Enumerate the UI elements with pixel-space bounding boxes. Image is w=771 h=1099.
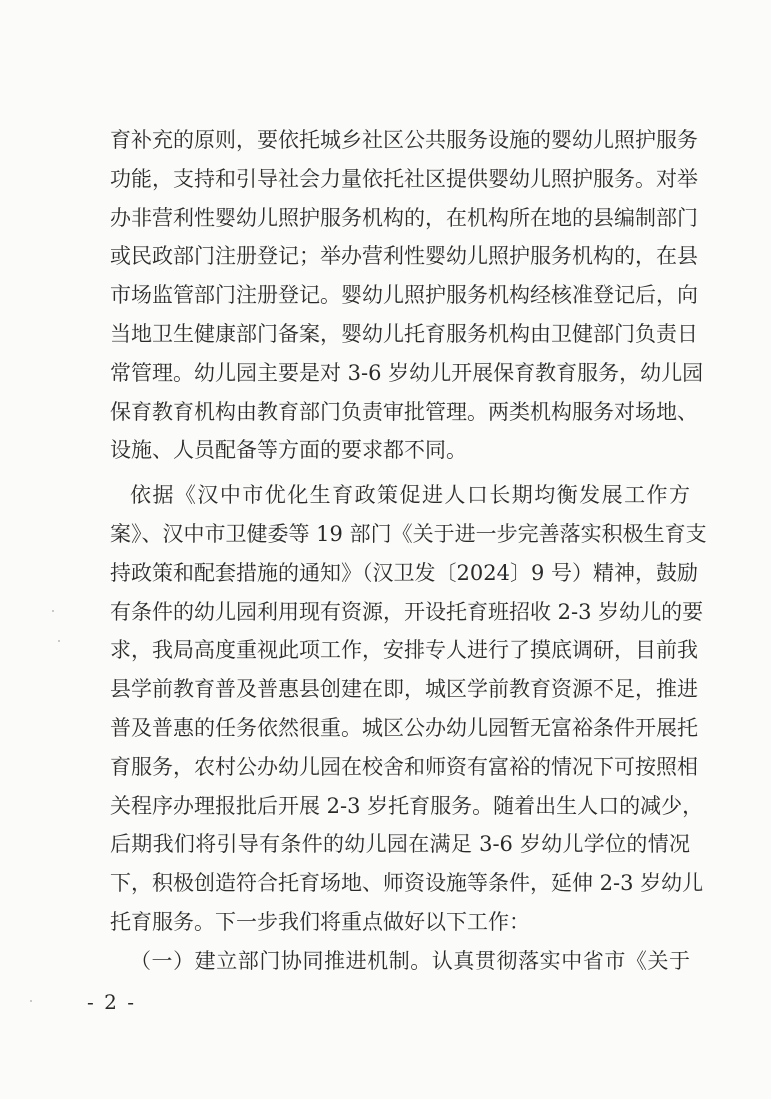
paragraph-2-line-2: 案》、汉中市卫健委等 19 部门《关于进一步完善落实积极生育支 xyxy=(110,521,707,546)
paragraph-2-line-1: 依据《汉中市优化生育政策促进人口长期均衡发展工作方 xyxy=(130,483,690,508)
scan-speck xyxy=(58,640,60,642)
paragraph-1-line-4: 或民政部门注册登记；举办营利性婴幼儿照护服务机构的，在县 xyxy=(110,244,698,269)
paragraph-1-line-6: 当地卫生健康部门备案，婴幼儿托育服务机构由卫健部门负责日 xyxy=(110,321,698,346)
paragraph-2-line-3: 持政策和配套措施的通知》（汉卫发〔2024〕9 号）精神，鼓励 xyxy=(110,560,698,585)
paragraph-2-line-11: 下，积极创造符合托育场地、师资设施等条件，延伸 2-3 岁幼儿 xyxy=(110,871,704,896)
paragraph-1-line-3: 办非营利性婴幼儿照护服务机构的，在机构所在地的县编制部门 xyxy=(110,205,698,230)
body-text xyxy=(110,121,707,981)
page-number: - 2 - xyxy=(87,990,136,1014)
paragraph-2-line-12: 托育服务。下一步我们将重点做好以下工作： xyxy=(110,909,530,934)
paragraph-2-line-9: 关程序办理报批后开展 2-3 岁托育服务。随着出生人口的减少， xyxy=(110,793,704,818)
paragraph-1-line-2: 功能，支持和引导社会力量依托社区提供婴幼儿照护服务。对举 xyxy=(110,166,698,191)
scan-speck xyxy=(52,610,54,612)
scan-speck xyxy=(30,1000,32,1002)
paragraph-1-line-9: 设施、人员配备等方面的要求都不同。 xyxy=(110,438,467,463)
paragraph-2-line-4: 有条件的幼儿园利用现有资源，开设托育班招收 2-3 岁幼儿的要 xyxy=(110,599,704,624)
paragraph-1-line-7: 常管理。幼儿园主要是对 3-6 岁幼儿开展保育教育服务，幼儿园 xyxy=(110,360,704,385)
paragraph-1-line-5: 市场监管部门注册登记。婴幼儿照护服务机构经核准登记后，向 xyxy=(110,283,698,308)
paragraph-2-line-5: 求，我局高度重视此项工作，安排专人进行了摸底调研，目前我 xyxy=(110,638,698,663)
paragraph-3-line-1: （一）建立部门协同推进机制。认真贯彻落实中省市《关于 xyxy=(130,948,690,973)
paragraph-1-line-1: 育补充的原则，要依托城乡社区公共服务设施的婴幼儿照护服务 xyxy=(110,128,698,152)
paragraph-2-line-8: 育服务，农村公办幼儿园在校舍和师资有富裕的情况下可按照相 xyxy=(110,754,698,779)
paragraph-1-line-8: 保育教育机构由教育部门负责审批管理。两类机构服务对场地、 xyxy=(110,399,698,424)
paragraph-2-line-6: 县学前教育普及普惠县创建在即，城区学前教育资源不足，推进 xyxy=(110,677,698,702)
paragraph-2-line-10: 后期我们将引导有条件的幼儿园在满足 3-6 岁幼儿学位的情况 xyxy=(110,832,690,857)
paragraph-2-line-7: 普及普惠的任务依然很重。城区公办幼儿园暂无富裕条件开展托 xyxy=(110,715,698,740)
